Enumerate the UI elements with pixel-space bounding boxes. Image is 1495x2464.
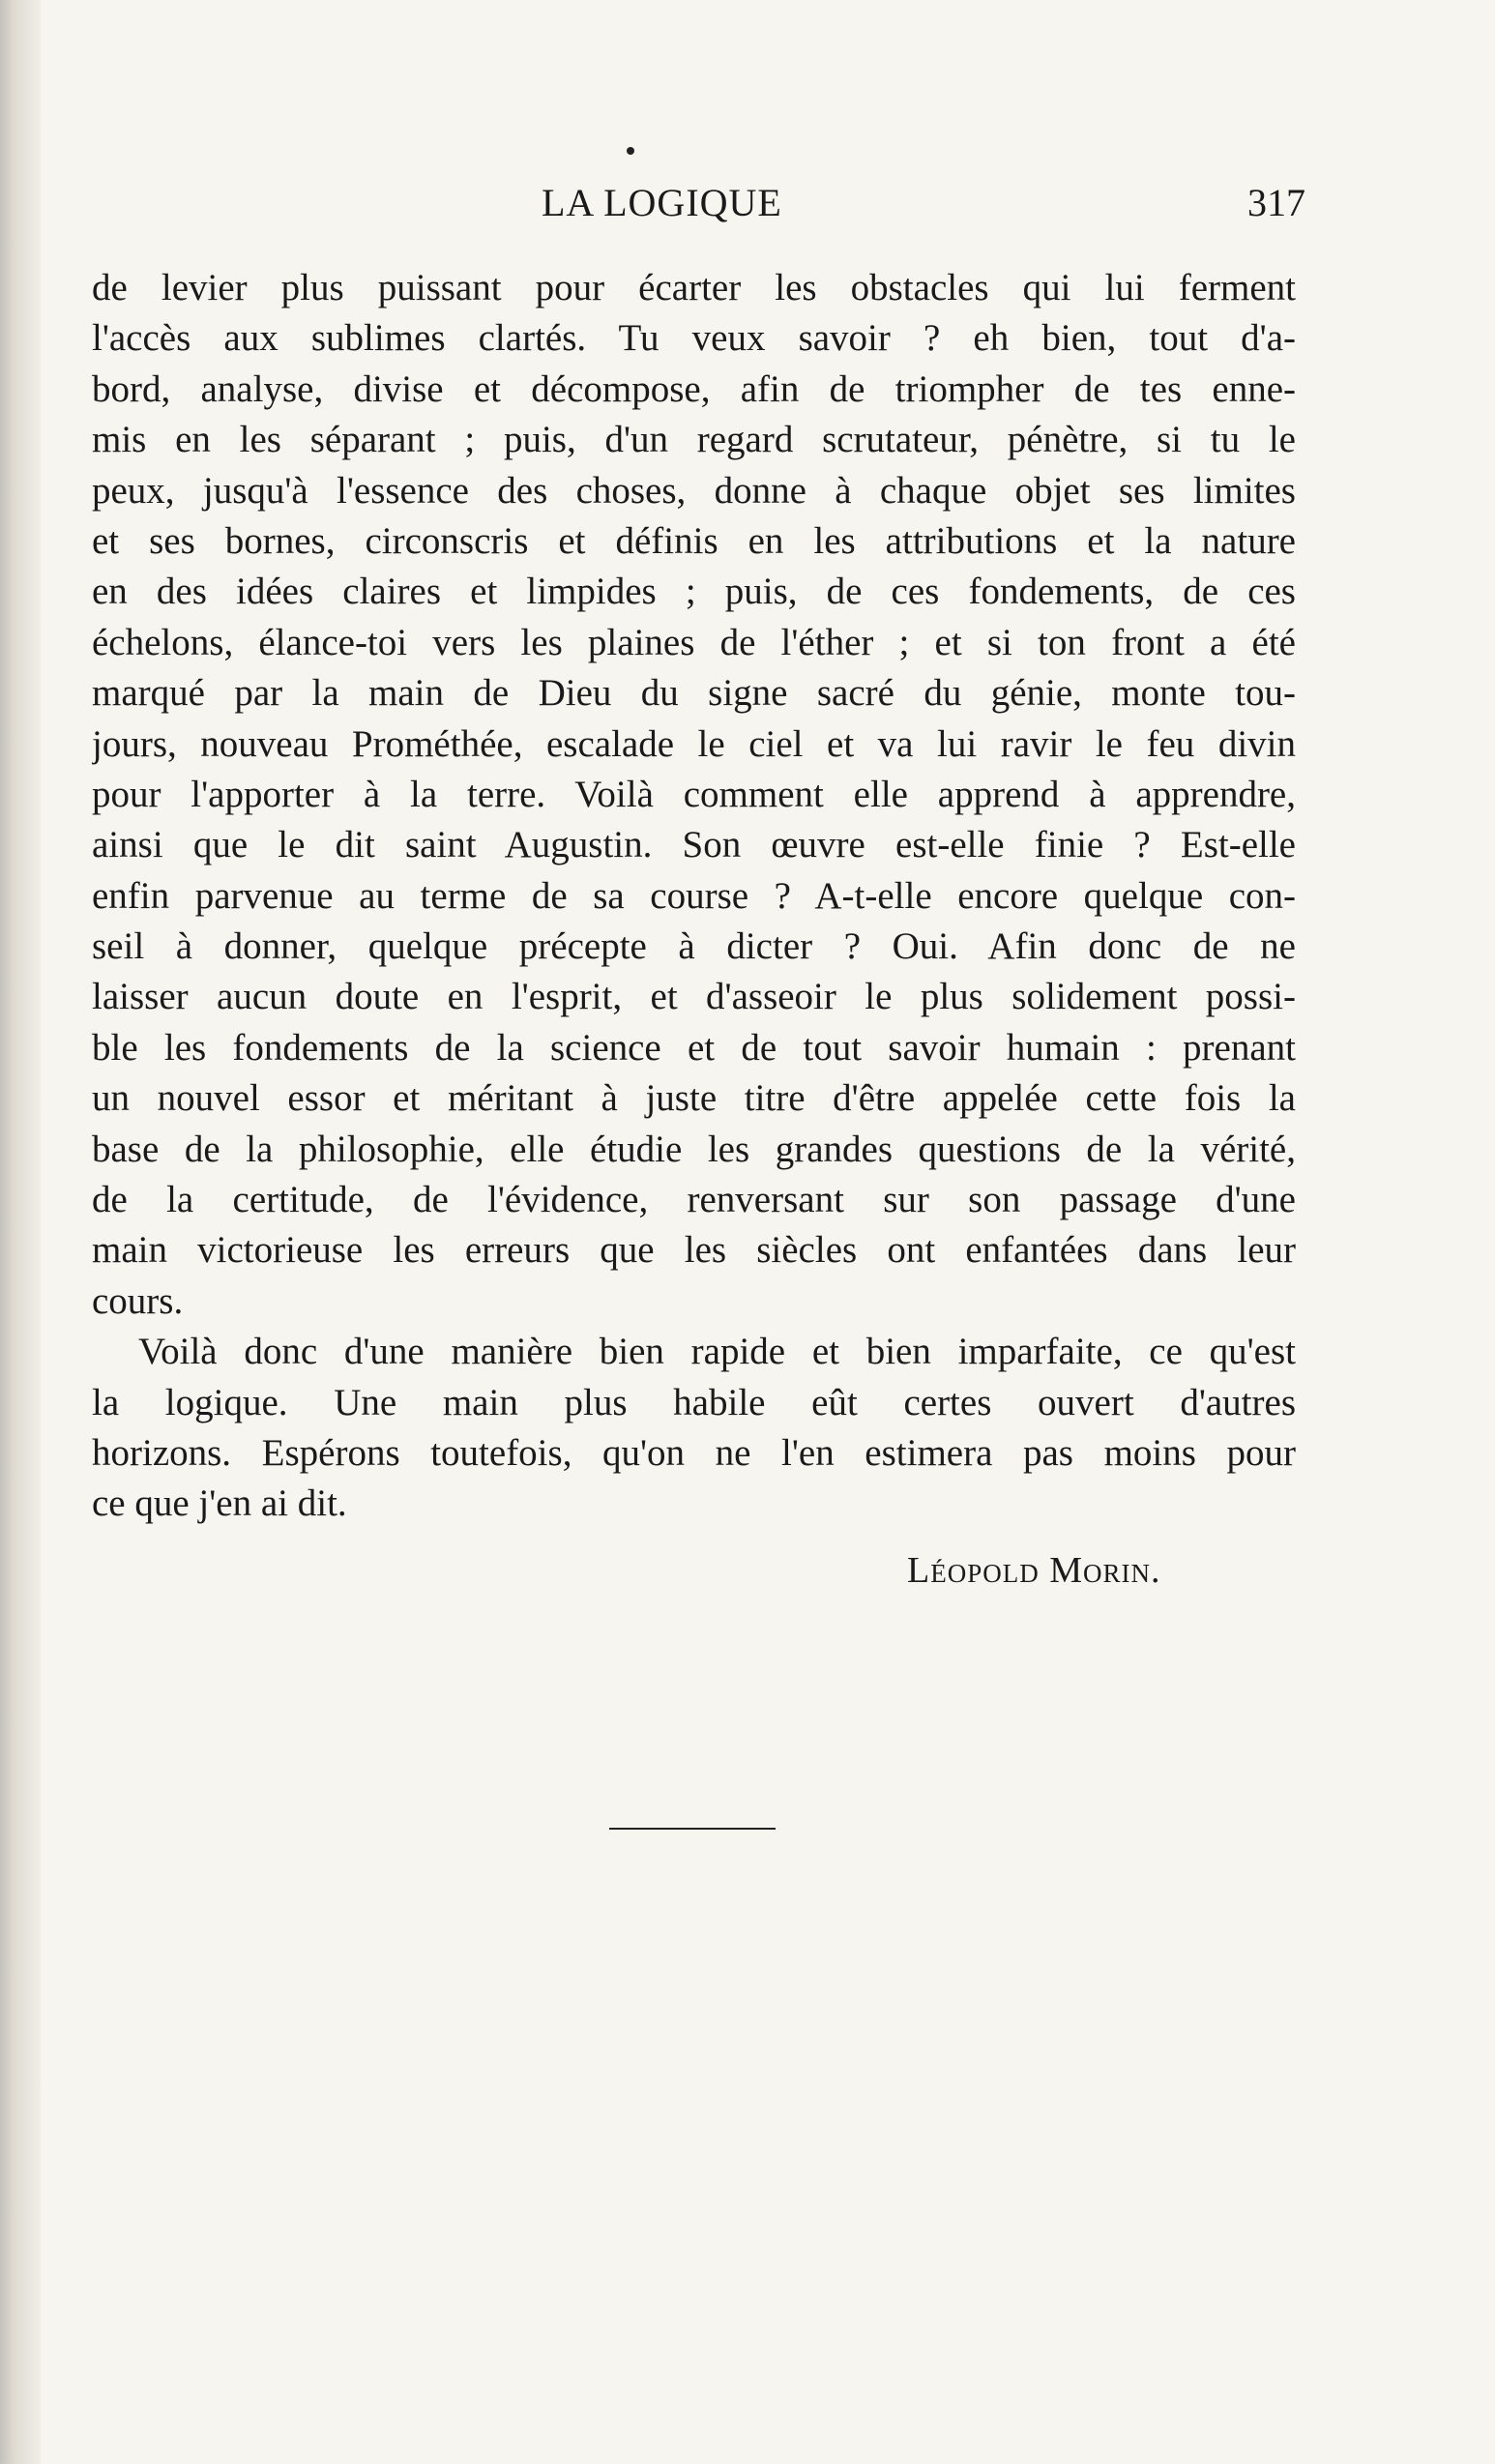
text-line: Voilà donc d'une manière bien rapide et bien imparfaite, ce qu'est — [138, 1331, 1296, 1373]
text-line: et ses bornes, circonscris et définis en les attributions et la nature — [92, 519, 1296, 562]
text-line: bord, analyse, divise et décompose, afin de triompher de tes enne- — [92, 367, 1296, 410]
text-line: enfin parvenue au terme de sa course ? A-t-elle encore quelque con- — [92, 874, 1296, 917]
text-line: laisser aucun doute en l'esprit, et d'asseoir le plus solidement possi- — [92, 976, 1296, 1018]
text-line: l'accès aux sublimes clartés. Tu veux savoir ? eh bien, tout d'a- — [92, 317, 1296, 360]
body-text — [92, 263, 1296, 1530]
text-line: mis en les séparant ; puis, d'un regard scrutateur, pénètre, si tu le — [92, 419, 1296, 461]
text-line: peux, jusqu'à l'essence des choses, donne à chaque objet ses limites — [92, 469, 1296, 512]
text-line: ble les fondements de la science et de tout savoir humain : prenant — [92, 1026, 1296, 1069]
ink-mark — [627, 147, 634, 155]
text-line: pour l'apporter à la terre. Voilà comment elle apprend à apprendre, — [92, 773, 1296, 815]
scan-edge — [0, 0, 41, 2464]
paragraph-1 — [92, 263, 1296, 1327]
text-line: de la certitude, de l'évidence, renversant sur son passage d'une — [92, 1179, 1296, 1221]
text-line: horizons. Espérons toutefois, qu'on ne l'en estimera pas moins pour — [92, 1431, 1296, 1474]
text-line: cours. — [92, 1279, 184, 1322]
text-line: jours, nouveau Prométhée, escalade le ciel et va lui ravir le feu divin — [92, 722, 1296, 765]
text-line: main victorieuse les erreurs que les siècles ont enfantées dans leur — [92, 1229, 1296, 1272]
page-number: 317 — [1247, 181, 1305, 224]
text-line: base de la philosophie, elle étudie les grandes questions de la vérité, — [92, 1128, 1296, 1170]
paragraph-2 — [92, 1327, 1296, 1530]
running-head-title: LA LOGIQUE — [542, 181, 782, 224]
text-line: la logique. Une main plus habile eût certes ouvert d'autres — [92, 1381, 1296, 1423]
text-line: échelons, élance-toi vers les plaines de l'éther ; et si ton front a été — [92, 621, 1296, 663]
author-signature: Léopold Morin. — [907, 1550, 1161, 1591]
text-line: seil à donner, quelque précepte à dicter ? Oui. Afin donc de ne — [92, 925, 1296, 968]
text-line: ainsi que le dit saint Augustin. Son œuvre est-elle finie ? Est-elle — [92, 824, 1296, 866]
text-line: un nouvel essor et méritant à juste titre d'être appelée cette fois la — [92, 1077, 1296, 1120]
text-line: ce que j'en ai dit. — [92, 1482, 347, 1525]
running-head — [97, 180, 1305, 228]
text-line: de levier plus puissant pour écarter les obstacles qui lui ferment — [92, 267, 1296, 308]
section-end-rule — [609, 1828, 776, 1830]
text-line: en des idées claires et limpides ; puis, de ces fondements, de ces — [92, 571, 1296, 613]
text-line: marqué par la main de Dieu du signe sacré du génie, monte tou- — [92, 672, 1296, 715]
